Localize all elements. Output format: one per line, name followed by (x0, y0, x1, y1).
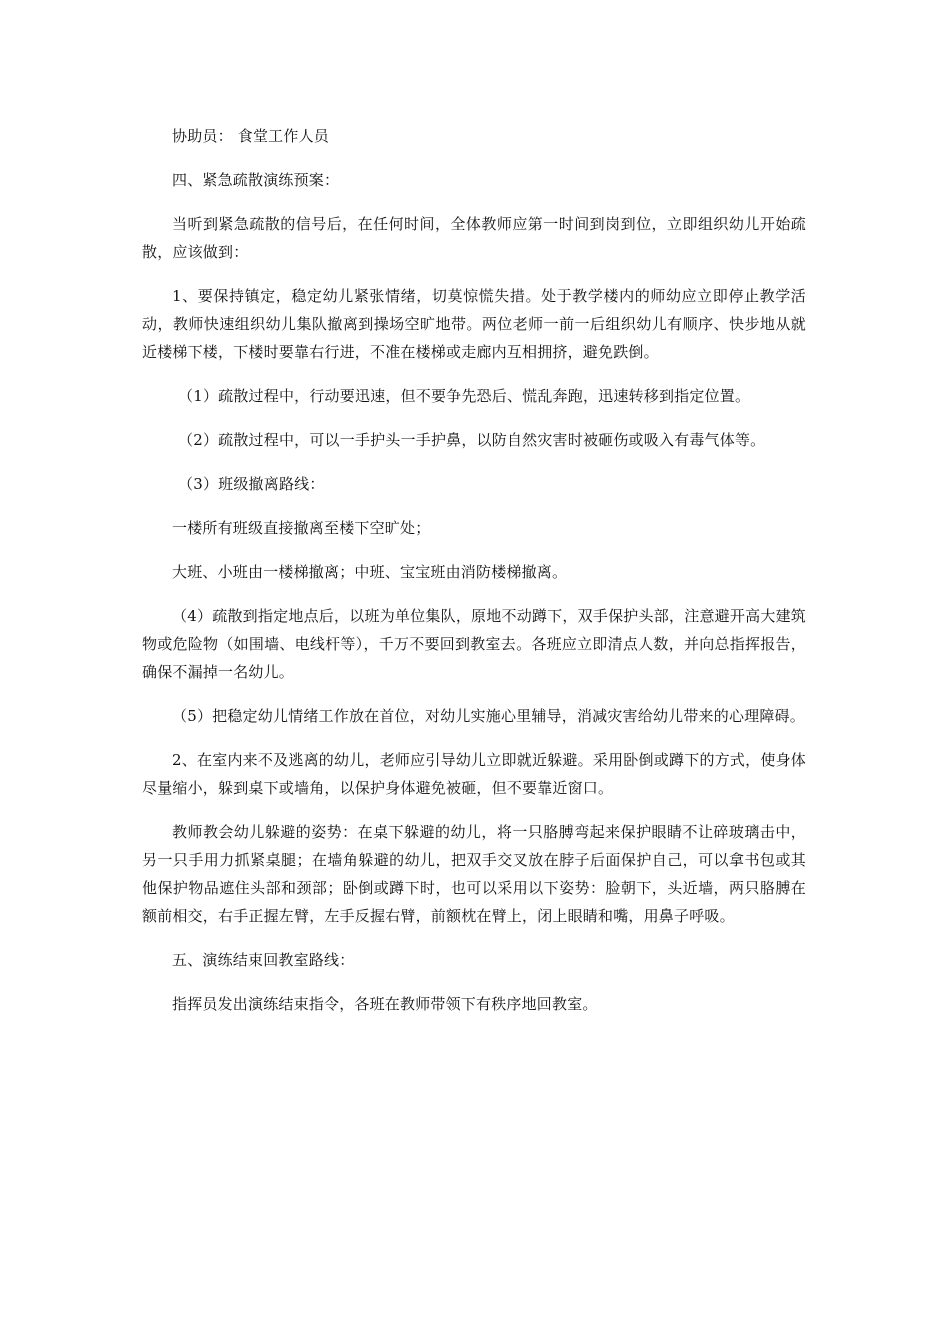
route-stairs: 大班、小班由一楼梯撤离；中班、宝宝班由消防楼梯撤离。 (172, 563, 568, 581)
assistant-line: 协助员： 食堂工作人员 (172, 127, 329, 145)
subitem-3-class-routes: （3）班级撤离路线： (178, 475, 325, 493)
subitem-1-move-quickly: （1）疏散过程中，行动要迅速，但不要争先恐后、慌乱奔跑，迅速转移到指定位置。 (178, 387, 751, 405)
return-instructions: 指挥员发出演练结束指令，各班在教师带领下有秩序地回教室。 (172, 995, 598, 1013)
document-body (142, 122, 806, 1034)
shelter-posture-instructions: 教师教会幼儿躲避的姿势：在桌下躲避的幼儿，将一只胳膊弯起来保护眼睛不让碎玻璃击中，另一只手用力抓紧桌腿；在墙角躲避的幼儿，把双手交叉放在脖子后面保护自己，可以拿书包或其他保护物品遮住头部和颈部；卧倒或蹲下时，也可以采用以下姿势：脸朝下，头近墙，两只胳膊在额前相交，右手正握左臂，左手反握右臂，前额枕在臂上，闭上眼睛和嘴，用鼻子呼吸。 (142, 823, 806, 925)
subitem-5-counseling: （5）把稳定幼儿情绪工作放在首位，对幼儿实施心里辅导，消减灾害给幼儿带来的心理障碍。 (172, 707, 805, 725)
section-heading-evacuation-plan: 四、紧急疏散演练预案： (172, 171, 340, 189)
item-2-shelter-indoors: 2、在室内来不及逃离的幼儿，老师应引导幼儿立即就近躲避。采用卧倒或蹲下的方式，使身体尽量缩小，躲到桌下或墙角，以保护身体避免被砸，但不要靠近窗口。 (142, 751, 806, 797)
evacuation-intro: 当听到紧急疏散的信号后，在任何时间，全体教师应第一时间到岗到位，立即组织幼儿开始疏散，应该做到： (142, 215, 806, 261)
item-1-stay-calm: 1、要保持镇定，稳定幼儿紧张情绪，切莫惊慌失措。处于教学楼内的师幼应立即停止教学活动，教师快速组织幼儿集队撤离到操场空旷地带。两位老师一前一后组织幼儿有顺序、快步地从就近楼梯下楼，下楼时要靠右行进，不准在楼梯或走廊内互相拥挤，避免跌倒。 (142, 287, 806, 361)
route-first-floor: 一楼所有班级直接撤离至楼下空旷处； (172, 519, 431, 537)
subitem-4-assemble: （4）疏散到指定地点后，以班为单位集队，原地不动蹲下，双手保护头部，注意避开高大建筑物或危险物（如围墙、电线杆等），千万不要回到教室去。各班应立即清点人数，并向总指挥报告，确保不漏掉一名幼儿。 (142, 607, 806, 681)
section-heading-return-route: 五、演练结束回教室路线： (172, 951, 355, 969)
subitem-2-protect-head: （2）疏散过程中，可以一手护头一手护鼻，以防自然灾害时被砸伤或吸入有毒气体等。 (178, 431, 766, 449)
